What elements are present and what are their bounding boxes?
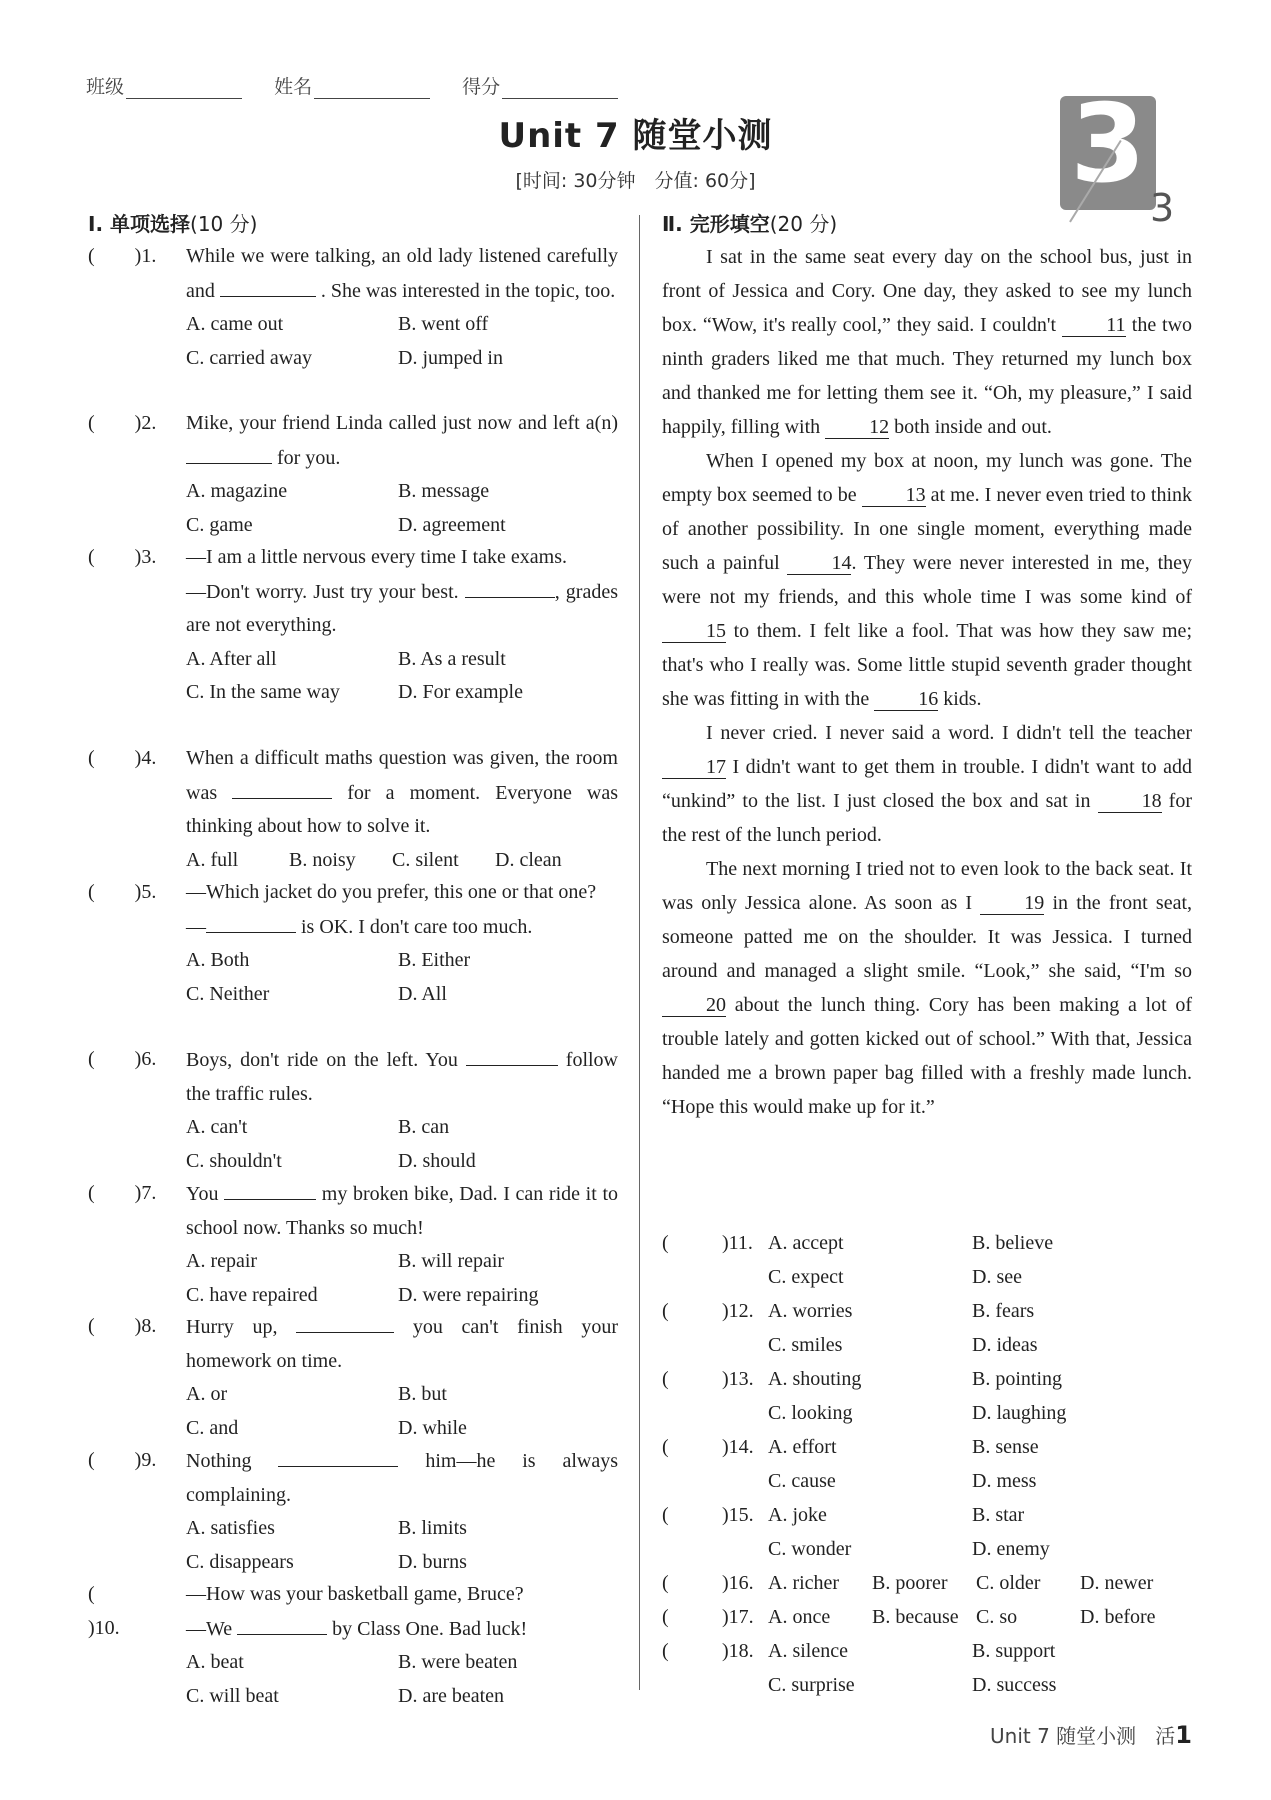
passage-paragraph: The next morning I tried not to even look to the back seat. It was only Jessica alone. As soon as I 19 in the front seat, someone patted me on the shoulder. It was Jessica. I turned around and managed a slight smile. “Look,” she said, “I'm so 20 about the lunch thing. Cory has been making a lot of trouble lately and gotten kicked out of school.” With that, Jessica handed me a brown paper bag filled with a freshly made lunch. “Hope this would make up for it.”	[662, 858, 1193, 1118]
answer-paren[interactable]: ( )1.	[88, 245, 157, 267]
answer-blank[interactable]	[237, 1612, 327, 1635]
choice-11: ( )11. A. accept B. believe C. expect D. see	[662, 1226, 1202, 1294]
option: B. pointing	[972, 1368, 1063, 1390]
score-blank[interactable]	[502, 80, 618, 99]
option: A. richer	[768, 1572, 840, 1594]
answer-paren[interactable]: ( )5.	[88, 881, 157, 903]
blank-18[interactable]: 18	[1098, 790, 1162, 813]
option: C. cause	[768, 1470, 836, 1492]
option: D. while	[398, 1416, 467, 1439]
option: B. believe	[972, 1232, 1054, 1254]
option: B. sense	[972, 1436, 1039, 1458]
blank-20[interactable]: 20	[662, 994, 726, 1017]
answer-blank[interactable]	[206, 910, 296, 933]
option: B. will repair	[398, 1250, 505, 1272]
question-7: ( )7. You my broken bike, Dad. I can ride it to school now. Thanks so much! A. repair B. will repair C. have repaired D. were repairing	[88, 1177, 618, 1312]
badge-denominator: 3	[1150, 186, 1175, 230]
name-field: 姓名	[274, 72, 430, 99]
question-9: ( )9. Nothing him—he is always complaining. A. satisfies B. limits C. disappears D. burns	[88, 1444, 618, 1579]
option: D. see	[972, 1266, 1022, 1288]
blank-16[interactable]: 16	[874, 688, 938, 711]
option: B. poorer	[872, 1572, 948, 1594]
column-divider	[639, 215, 640, 1690]
cloze-passage	[662, 240, 1192, 1124]
option: D. should	[398, 1149, 476, 1172]
section1-title: Ⅰ. 单项选择(10 分)	[88, 212, 258, 236]
option: A. Both	[186, 949, 250, 971]
option: C. and	[186, 1416, 239, 1439]
answer-paren[interactable]: ( )3.	[88, 546, 157, 568]
option: D. jumped in	[398, 346, 503, 369]
option: A. effort	[768, 1436, 837, 1458]
option: B. fears	[972, 1300, 1035, 1322]
option: C. have repaired	[186, 1283, 318, 1306]
option: B. limits	[398, 1517, 467, 1539]
question-2: ( )2. Mike, your friend Linda called just now and left a(n) for you. A. magazine B. message C. game D. agreement	[88, 407, 618, 542]
badge-number: 3	[1070, 82, 1146, 207]
option: C. expect	[768, 1266, 844, 1288]
blank-17[interactable]: 17	[662, 756, 726, 779]
answer-paren[interactable]: (	[662, 1232, 709, 1254]
option: B. because	[872, 1606, 959, 1628]
answer-paren[interactable]: (	[662, 1300, 709, 1322]
option: D. clean	[495, 848, 562, 871]
answer-paren[interactable]: ( )6.	[88, 1048, 157, 1070]
option: B. noisy	[289, 848, 356, 871]
option: A. repair	[186, 1250, 258, 1272]
option: D. success	[972, 1674, 1057, 1696]
option: C. looking	[768, 1402, 853, 1424]
student-info-header	[86, 72, 644, 99]
answer-paren[interactable]: (	[662, 1504, 709, 1526]
option: A. shouting	[768, 1368, 862, 1390]
option: B. star	[972, 1504, 1025, 1526]
option: C. carried away	[186, 346, 313, 369]
choice-16: ( )16. A. richer B. poorer C. older D. newer	[662, 1566, 1202, 1600]
page-title: Unit 7 随堂小测	[498, 116, 773, 156]
option: D. enemy	[972, 1538, 1050, 1560]
option: A. beat	[186, 1651, 244, 1673]
answer-blank[interactable]	[220, 274, 316, 297]
answer-paren[interactable]: ( )4.	[88, 747, 157, 769]
option: D. agreement	[398, 513, 506, 536]
choice-18: ( )18. A. silence B. support C. surprise D. success	[662, 1634, 1202, 1702]
passage-paragraph: I sat in the same seat every day on the school bus, just in front of Jessica and Cory. One day, they asked to see my lunch box. “Wow, it's really cool,” they said. I couldn't 11 the two ninth graders liked me that much. They returned my lunch box and thanked me for letting them see it. “Oh, my pleasure,” I said happily, filling with 12 both inside and out.	[662, 246, 1193, 438]
option: A. once	[768, 1606, 831, 1628]
option: A. can't	[186, 1116, 248, 1138]
option: D. were repairing	[398, 1283, 539, 1306]
option: B. message	[398, 480, 490, 502]
choice-17: ( )17. A. once B. because C. so D. before	[662, 1600, 1202, 1634]
option: C. wonder	[768, 1538, 852, 1560]
answer-paren[interactable]: ( )9.	[88, 1449, 157, 1471]
answer-paren[interactable]: ( )8.	[88, 1315, 157, 1337]
option: A. worries	[768, 1300, 853, 1322]
option: C. smiles	[768, 1334, 843, 1356]
question-4: ( )4. When a difficult maths question was given, the room was for a moment. Everyone was thinking about how to solve it. A. full B. noisy C. silent D. clean	[88, 742, 618, 877]
option: C. disappears	[186, 1550, 294, 1573]
option: B. support	[972, 1640, 1056, 1662]
option: C. will beat	[186, 1684, 279, 1707]
answer-blank[interactable]	[466, 1043, 558, 1066]
answer-paren[interactable]: (	[662, 1572, 709, 1594]
option: C. game	[186, 513, 253, 536]
option: B. can	[398, 1116, 450, 1138]
option: A. came out	[186, 313, 284, 335]
question-10: ( )10. —How was your basketball game, Bruce? —We by Class One. Bad luck! A. beat B. were beaten C. will beat D. are beaten	[88, 1578, 618, 1713]
option: A. accept	[768, 1232, 844, 1254]
option: D. All	[398, 982, 447, 1005]
answer-blank[interactable]	[465, 575, 555, 598]
option: C. shouldn't	[186, 1149, 282, 1172]
answer-blank[interactable]	[296, 1310, 394, 1333]
option: B. went off	[398, 313, 489, 335]
question-8: ( )8. Hurry up, you can't finish your homework on time. A. or B. but C. and D. while	[88, 1310, 618, 1445]
name-blank[interactable]	[314, 80, 430, 99]
option: A. silence	[768, 1640, 848, 1662]
answer-paren[interactable]: ( )2.	[88, 412, 157, 434]
option: D. are beaten	[398, 1684, 505, 1707]
class-field: 班级	[86, 72, 242, 99]
option: C. so	[976, 1606, 1018, 1628]
section2-title: Ⅱ. 完形填空(20 分)	[662, 212, 838, 236]
option: A. full	[186, 848, 239, 871]
option: C. In the same way	[186, 681, 340, 703]
option: D. before	[1080, 1606, 1156, 1628]
question-6: ( )6. Boys, don't ride on the left. You follow the traffic rules. A. can't B. can C. shouldn't D. should	[88, 1043, 618, 1178]
page-footer: Unit 7 随堂小测 活1	[990, 1721, 1192, 1749]
question-1: ( )1. While we were talking, an old lady listened carefully and . She was interested in the topic, too. A. came out B. went off C. carried away D. jumped in	[88, 240, 618, 375]
answer-paren[interactable]: ( )10.	[88, 1583, 135, 1639]
passage-paragraph: When I opened my box at noon, my lunch was gone. The empty box seemed to be 13 at me. I never even tried to think of another possibility. In one single moment, everything made such a painful 14. They were never interested in me, they were not my friends, and this whole time I was some kind of 15 to them. I felt like a fool. That was how they saw me; that's who I really was. Some little stupid seventh grader thought she was fitting in with the 16 kids.	[662, 450, 1193, 710]
option: C. silent	[392, 848, 459, 871]
option: B. were beaten	[398, 1651, 518, 1673]
option: B. but	[398, 1383, 447, 1405]
option: B. Either	[398, 949, 471, 971]
answer-blank[interactable]	[186, 441, 272, 464]
option: A. satisfies	[186, 1517, 275, 1539]
option: D. burns	[398, 1550, 467, 1573]
blank-15[interactable]: 15	[662, 620, 726, 643]
question-3: ( )3. —I am a little nervous every time I take exams. —Don't worry. Just try your best. , grades are not everything. A. After all B. As a result C. In the same way D. For example	[88, 541, 618, 710]
answer-blank[interactable]	[224, 1177, 316, 1200]
option: A. After all	[186, 647, 277, 670]
answer-blank[interactable]	[278, 1444, 398, 1467]
blank-11[interactable]: 11	[1062, 314, 1126, 337]
answer-paren[interactable]: (	[662, 1640, 709, 1662]
option: C. older	[976, 1572, 1041, 1594]
option: D. mess	[972, 1470, 1037, 1492]
score-field: 得分	[462, 72, 618, 99]
answer-paren[interactable]: (	[662, 1606, 709, 1628]
blank-12[interactable]: 12	[825, 416, 889, 439]
answer-blank[interactable]	[232, 776, 332, 799]
option: A. magazine	[186, 480, 288, 502]
blank-14[interactable]: 14	[787, 552, 851, 575]
blank-19[interactable]: 19	[980, 892, 1044, 915]
answer-paren[interactable]: (	[662, 1368, 709, 1390]
choice-13: ( )13. A. shouting B. pointing C. looking D. laughing	[662, 1362, 1202, 1430]
option: D. For example	[398, 681, 523, 703]
choice-14: ( )14. A. effort B. sense C. cause D. mess	[662, 1430, 1202, 1498]
option: D. ideas	[972, 1334, 1038, 1356]
passage-paragraph: I never cried. I never said a word. I didn't tell the teacher 17 I didn't want to get them in trouble. I didn't want to add “unkind” to the list. I just closed the box and sat in 18 for the rest of the lunch period.	[662, 722, 1192, 846]
blank-13[interactable]: 13	[862, 484, 926, 507]
choice-15: ( )15. A. joke B. star C. wonder D. enemy	[662, 1498, 1202, 1566]
option: C. Neither	[186, 982, 270, 1005]
option: D. laughing	[972, 1402, 1067, 1424]
option: B. As a result	[398, 647, 506, 670]
answer-paren[interactable]: (	[662, 1436, 709, 1458]
page-number: 1	[1175, 1721, 1192, 1749]
option: A. joke	[768, 1504, 827, 1526]
class-blank[interactable]	[126, 80, 242, 99]
question-5: ( )5. —Which jacket do you prefer, this one or that one? — is OK. I don't care too much. A. Both B. Either C. Neither D. All	[88, 876, 618, 1011]
page-subtitle: [时间: 30分钟 分值: 60分]	[515, 170, 756, 192]
choice-12: ( )12. A. worries B. fears C. smiles D. ideas	[662, 1294, 1202, 1362]
option: C. surprise	[768, 1674, 855, 1696]
answer-paren[interactable]: ( )7.	[88, 1182, 157, 1204]
option: D. newer	[1080, 1572, 1154, 1594]
option: A. or	[186, 1383, 228, 1405]
